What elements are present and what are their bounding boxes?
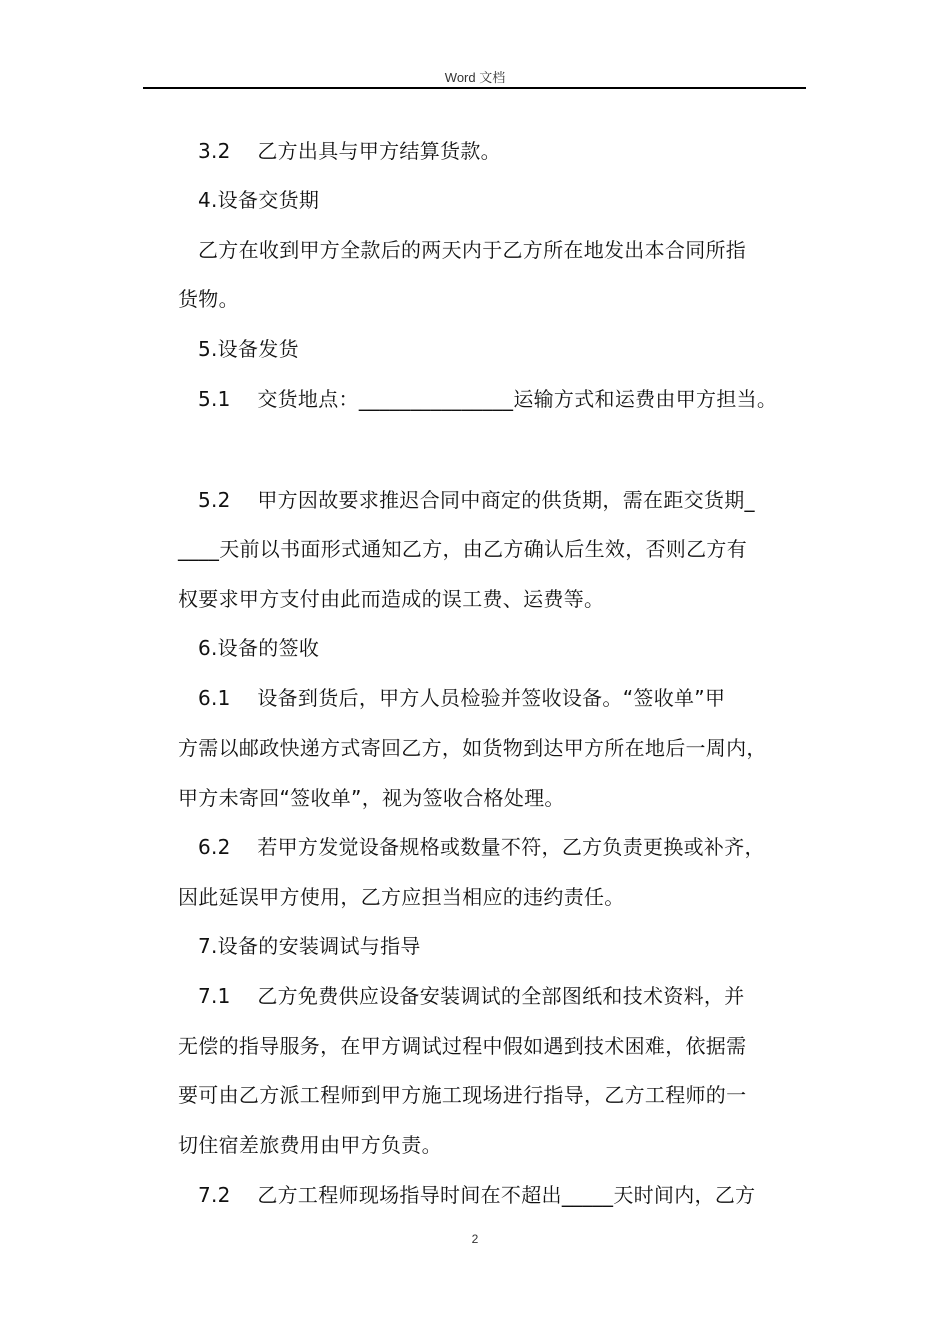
paragraph-line: 5.1 交货地点：_______________运输方式和运费由甲方担当。	[198, 387, 778, 411]
paragraph-line: 因此延误甲方使用，乙方应担当相应的违约责任。	[178, 885, 625, 909]
paragraph-line: 方需以邮政快递方式寄回乙方，如货物到达甲方所在地后一周内，	[178, 736, 767, 760]
header-divider	[143, 87, 806, 89]
section-heading: 5.设备发货	[198, 337, 299, 361]
paragraph-line: 权要求甲方支付由此而造成的误工费、运费等。	[178, 587, 605, 611]
section-heading: 7.设备的安装调试与指导	[198, 934, 421, 958]
paragraph-line: 6.1 设备到货后，甲方人员检验并签收设备。“签收单”甲	[198, 686, 726, 710]
paragraph-line: 甲方未寄回“签收单”，视为签收合格处理。	[178, 786, 565, 810]
paragraph-line: 无偿的指导服务，在甲方调试过程中假如遇到技术困难，依据需	[178, 1034, 747, 1058]
paragraph-line: 6.2 若甲方发觉设备规格或数量不符，乙方负责更换或补齐，	[198, 835, 765, 859]
paragraph-line: 乙方在收到甲方全款后的两天内于乙方所在地发出本合同所指	[198, 238, 747, 262]
header-title: Word 文档	[444, 70, 506, 85]
paragraph-line: ____天前以书面形式通知乙方，由乙方确认后生效，否则乙方有	[178, 537, 747, 561]
paragraph-line: 要可由乙方派工程师到甲方施工现场进行指导，乙方工程师的一	[178, 1083, 747, 1107]
paragraph-line: 货物。	[178, 287, 239, 311]
paragraph-line: 3.2 乙方出具与甲方结算货款。	[198, 139, 501, 163]
section-heading: 4.设备交货期	[198, 188, 320, 212]
paragraph-line: 7.2 乙方工程师现场指导时间在不超出_____天时间内，乙方	[198, 1183, 756, 1207]
paragraph-line: 5.2 甲方因故要求推迟合同中商定的供货期，需在距交货期_	[198, 488, 755, 512]
section-heading: 6.设备的签收	[198, 636, 320, 660]
paragraph-line: 7.1 乙方免费供应设备安装调试的全部图纸和技术资料，并	[198, 984, 745, 1008]
paragraph-line: 切住宿差旅费用由甲方负责。	[178, 1133, 442, 1157]
page-number: 2	[471, 1232, 479, 1246]
